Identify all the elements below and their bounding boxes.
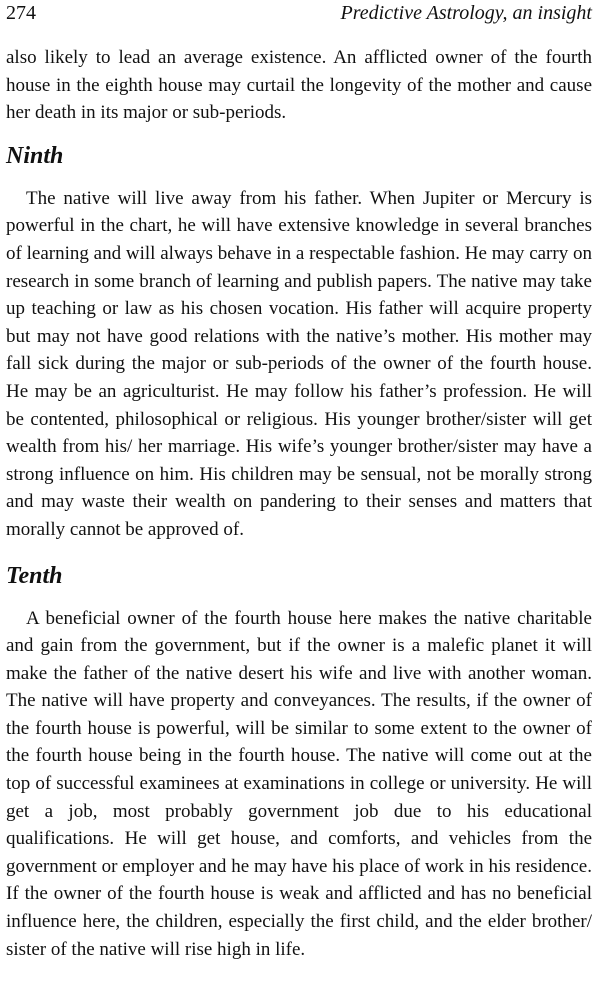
- page-header: [6, 2, 592, 30]
- running-head: Predictive Astrology, an insight: [340, 2, 592, 24]
- section-heading-ninth: Ninth: [6, 142, 64, 169]
- paragraph-tenth: A beneficial owner of the fourth house here makes the native charitable and gain from the government, but if the owner is a malefic planet it will make the father of the native desert his wife and live with another woman. The native will have property and conveyances. The results, if the owner of the fourth house is powerful, will be similar to some extent to the owner of the fourth house being in the fourth house. The native will come out at the top of successful examinees at examinations in college or university. He will get a job, most probably government job due to his educational qualifications. He will get house, and comforts, and vehicles from the government or employer and he may have his place of work in his residence. If the owner of the fourth house is weak and afflicted and has no beneficial influence here, the children, especially the first child, and the elder brother/ sister of the native will rise high in life.: [6, 607, 592, 960]
- page-number: 274: [6, 2, 36, 24]
- section-heading-tenth: Tenth: [6, 562, 63, 589]
- paragraph-ninth: The native will live away from his father. When Jupiter or Mercury is powerful in the chart, he will have extensive knowledge in several branches of learning and will always behave in a respectable fashion. He may carry on research in some branch of learning and publish papers. The native may take up teaching or law as his chosen vocation. His father will acquire property but may not have good relations with the native’s mother. His mother may fall sick during the major or sub-periods of the owner of the fourth house. He may be an agriculturist. He may follow his father’s profession. He will be contented, philosophical or religious. His younger brother/sister will get wealth from his/ her marriage. His wife’s younger brother/sister may have a strong influence on him. His children may be sensual, not be morally strong and may waste their wealth on pandering to their senses and matters that morally cannot be approved of.: [6, 187, 592, 540]
- intro-paragraph: also likely to lead an average existence. An afflicted owner of the fourth house in the eighth house may curtail the longevity of the mother and cause her death in its major or sub-periods.: [6, 47, 592, 124]
- page-body: [6, 44, 592, 963]
